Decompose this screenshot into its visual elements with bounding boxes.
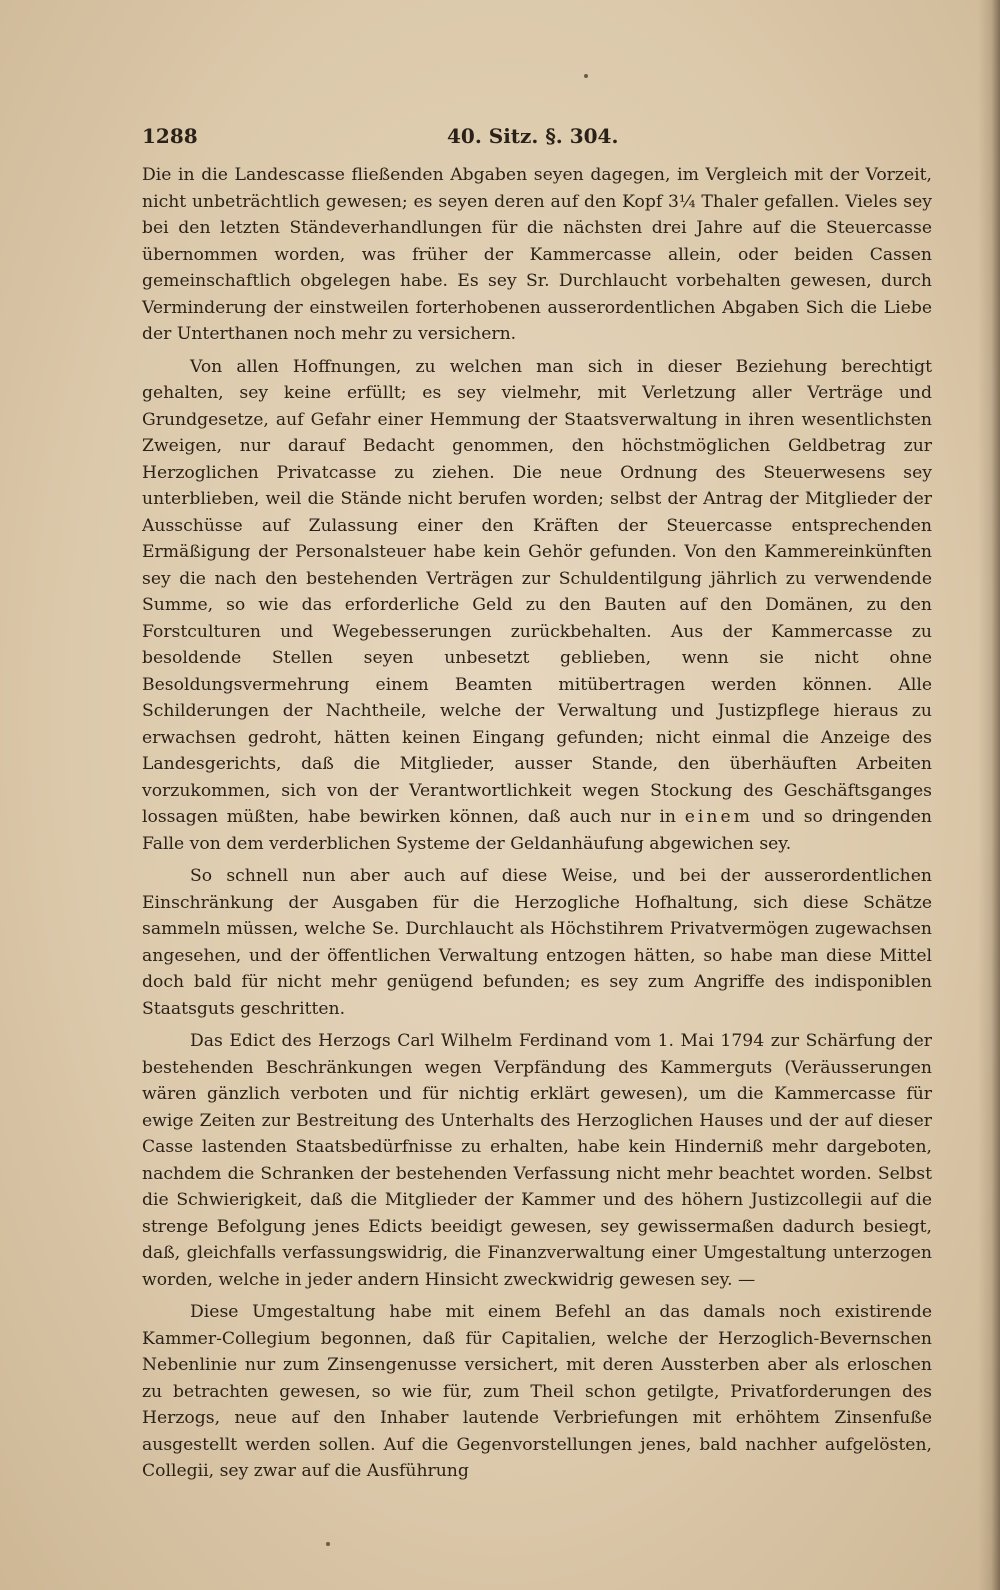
paragraph-text: Von allen Hoffnungen, zu welchen man sich in dieser Beziehung berechtigt gehalten, sey keine erfüllt; es sey vielmehr, mit Verletzung aller Verträge und Grundgesetze, auf Gefahr einer Hemmung der Staatsverwaltung in ihren wesentlichsten Zweigen, nur darauf Bedacht genommen, den höchstmöglichen Geldbetrag zur Herzoglichen Privatcasse zu ziehen. Die neue Ordnung des Steuerwesens sey unterblieben, weil die Stände nicht berufen worden; selbst der Antrag der Mitglieder der Ausschüsse auf Zulassung einer den Kräften der Steuercasse entsprechenden Ermäßigung der Personalsteuer habe kein Gehör gefunden. Von den Kammereinkünften sey die nach den bestehenden Verträgen zur Schuldentilgung jährlich zu verwendende Summe, so wie das erforderliche Geld zu den Bauten auf den Domänen, zu den Forstculturen und Wegebesserungen zurückbehalten. Aus der Kammercasse zu besoldende Stellen seyen unbesetzt geblieben, wenn sie nicht ohne Besoldungsvermehrung einem Beamten mitübertragen werden können. Alle Schilderungen der Nachtheile, welche der Verwaltung und Justizpflege hieraus zu erwachsen gedroht, hätten keinen Eingang gefunden; nicht einmal die Anzeige des Landesgerichts, daß die Mitglieder, ausser Stande, den überhäuften Arbeiten vorzukommen, sich von der Verantwortlichkeit wegen Stockung des Geschäftsganges lossagen müßten, habe bewirken können, daß auch nur in <box>142 356 932 827</box>
page-binding-shadow <box>978 0 1000 1590</box>
paragraph-text: und so dringenden Falle von dem verderblichen Systeme der Geldanhäufung abgewichen sey. <box>142 807 932 854</box>
paper-speck <box>326 1542 330 1546</box>
paragraph: Das Edict des Herzogs Carl Wilhelm Ferdinand vom 1. Mai 1794 zur Schärfung der bestehenden Beschränkungen wegen Verpfändung des Kammerguts (Veräusserungen wären gänzlich verboten und für nichtig erklärt gewesen), um die Kammercasse für ewige Zeiten zur Bestreitung des Unterhalts des Herzoglichen Hauses und der auf dieser Casse lastenden Staatsbedürfnisse zu erhalten, habe kein Hinderniß mehr dargeboten, nachdem die Schranken der bestehenden Verfassung nicht mehr beachtet worden. Selbst die Schwierigkeit, daß die Mitglieder der Kammer und des höhern Justizcollegii auf die strenge Befolgung jenes Edicts beeidigt gewesen, sey gewissermaßen dadurch besiegt, daß, gleichfalls verfassungswidrig, die Finanzverwaltung einer Umgestaltung unterzogen worden, welche in jeder andern Hinsicht zweckwidrig gewesen sey. — <box>142 1031 932 1290</box>
emphasized-word: einem <box>684 807 753 827</box>
paragraph: Die in die Landescasse fließenden Abgaben seyen dagegen, im Vergleich mit der Vorzeit, nicht unbeträchtlich gewesen; es seyen deren auf den Kopf 3¼ Thaler gefallen. Vieles sey bei den letzten Ständeverhandlungen für die nächsten drei Jahre auf die Steuercasse übernommen worden, was früher der Kammercasse allein, oder beiden Cassen gemeinschaftlich obgelegen habe. Es sey Sr. Durchlaucht vorbehalten gewesen, durch Verminderung der einstweilen forterhobenen ausserordentlichen Abgaben Sich die Liebe der Unterthanen noch mehr zu versichern. <box>142 165 932 344</box>
page-number: 1288 <box>142 124 198 148</box>
paragraph <box>142 354 932 858</box>
paragraph: So schnell nun aber auch auf diese Weise, und bei der ausserordentlichen Einschränkung der Ausgaben für die Herzogliche Hofhaltung, sich diese Schätze sammeln müssen, welche Se. Durchlaucht als Höchstihrem Privatvermögen zugewachsen angesehen, und der öffentlichen Verwaltung entzogen hätten, so habe man diese Mittel doch bald für nicht mehr genügend befunden; es sey zum Angriffe des indisponiblen Staatsguts geschritten. <box>142 866 932 1019</box>
running-head: 40. Sitz. §. 304. <box>447 124 619 148</box>
paper-speck <box>584 74 588 78</box>
paragraph: Diese Umgestaltung habe mit einem Befehl an das damals noch existirende Kammer-Collegium begonnen, daß für Capitalien, welche der Herzoglich-Bevernschen Nebenlinie nur zum Zinsengenusse versichert, mit deren Aussterben aber als erloschen zu betrachten gewesen, so wie für, zum Theil schon getilgte, Privatforderungen des Herzogs, neue auf den Inhaber lautende Verbriefungen mit erhöhtem Zinsenfuße ausgestellt werden sollen. Auf die Gegenvorstellungen jenes, bald nachher aufgelösten, Collegii, sey zwar auf die Ausführung <box>142 1302 932 1481</box>
page-header <box>142 120 932 150</box>
body-text <box>142 162 932 1491</box>
